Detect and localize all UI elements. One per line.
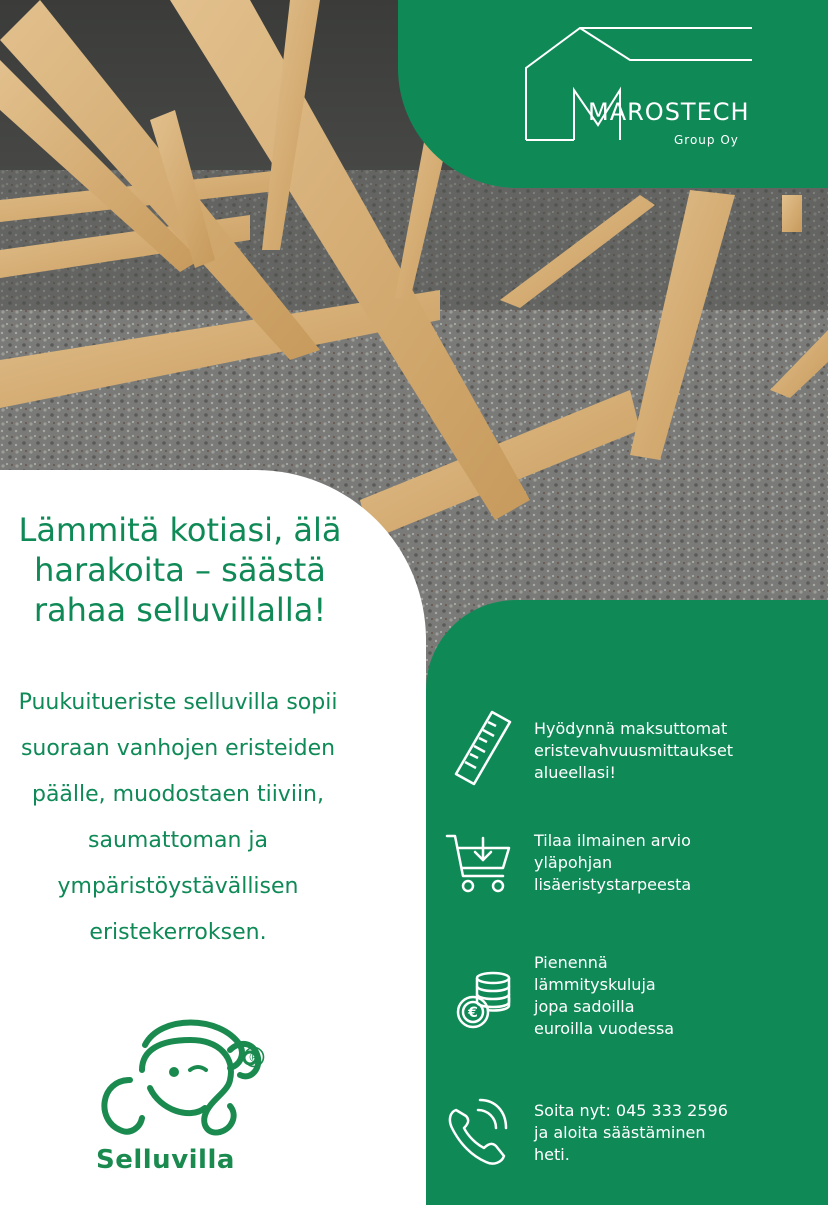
svg-text:€: € [468,1005,478,1021]
feature-text-4: Soita nyt: 045 333 2596 ja aloita säästäminen heti. [534,1101,728,1164]
svg-text:®: ® [248,1050,260,1065]
house-logo-icon [520,20,760,150]
body-text: Puukuitueriste selluvilla sopii suoraan vanhojen eristeiden päälle, muodostaen tiiviin, saumattoman ja ympäristöystävällisen eristekerroksen. [18,690,338,945]
headline: Lämmitä kotiasi, älä harakoita – säästä rahaa selluvillalla! [18,511,342,629]
brand-subtitle: Group Oy [674,133,739,147]
selluvilla-name: Selluvilla [96,1145,235,1175]
feature-text-2: Tilaa ilmainen arvio yläpohjan lisäeristystarpeesta [534,831,692,894]
feature-text-1: Hyödynnä maksuttomat eristevahvuusmittaukset alueellasi! [534,719,734,782]
phone-icon [444,1098,514,1168]
cart-icon [443,830,513,898]
selluvilla-elephant-logo [90,1010,270,1150]
coins-icon [455,968,515,1032]
brand-name: MAROSTECH [588,98,750,126]
registered-mark [243,1046,265,1068]
ruler-icon [452,708,516,788]
feature-text-3: Pienennä lämmityskuluja jopa sadoilla euroilla vuodessa [534,953,675,1038]
